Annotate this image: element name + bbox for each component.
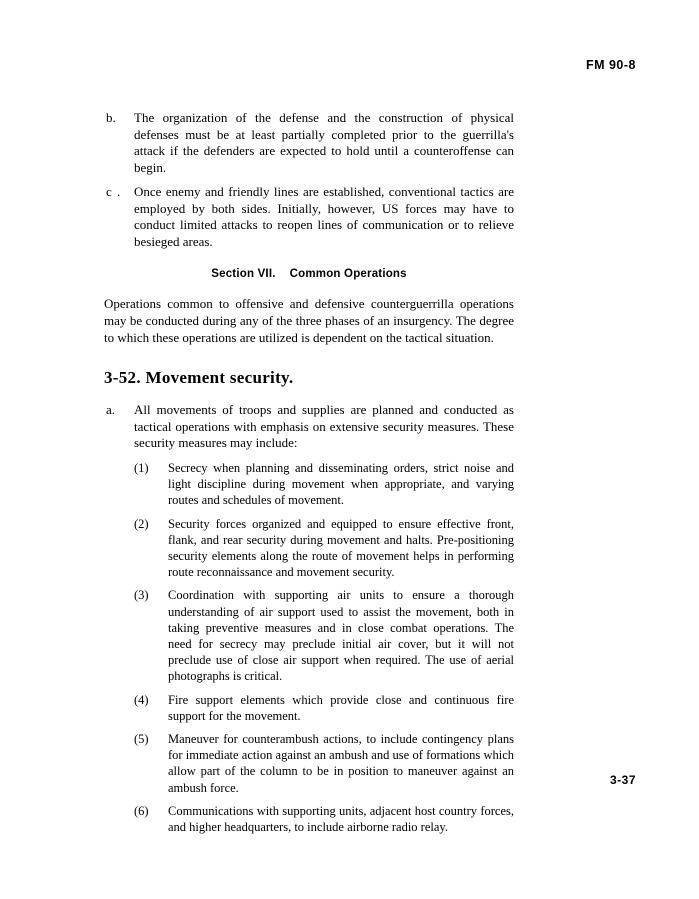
paragraph-b-text: The organization of the defense and the construction of physical defenses must be at least partially completed prior to the guerrilla's attack if the defenders are expected to hold until a counteroffense can begin. bbox=[134, 110, 514, 175]
list-item-text: Security forces organized and equipped to ensure effective front, flank, and rear security during movement and halts. Pre-positioning security elements along the route of movement helps in performing route reconnaissance and movement security. bbox=[168, 516, 514, 580]
list-item bbox=[134, 731, 514, 796]
heading-title: Movement security. bbox=[145, 368, 294, 388]
list-item-marker: (3) bbox=[134, 588, 149, 603]
list-item-text: Fire support elements which provide close and continuous fire support for the movement. bbox=[168, 692, 514, 723]
page-title bbox=[104, 368, 514, 388]
list-item bbox=[134, 587, 514, 684]
list-item-marker: (2) bbox=[134, 516, 149, 531]
paragraph-c-marker: c . bbox=[106, 184, 122, 199]
list-item bbox=[134, 516, 514, 581]
list-item bbox=[134, 460, 514, 509]
document-header-id: FM 90-8 bbox=[585, 58, 636, 72]
section-heading bbox=[104, 268, 514, 280]
paragraph-b-marker: b. bbox=[106, 110, 116, 125]
list-item-marker: (6) bbox=[134, 803, 149, 818]
section-title: Common Operations bbox=[289, 268, 407, 280]
section-intro-paragraph: Operations common to offensive and defensive counterguerrilla operations may be conducted during any of the three phases of an insurgency. The degree to which these operations are utilized is dependent on the tactical situation. bbox=[104, 296, 514, 345]
page-number: 3-37 bbox=[609, 773, 636, 787]
list-item-marker: (4) bbox=[134, 692, 149, 707]
section-label: Section VII. bbox=[211, 268, 276, 280]
list-item-marker: (1) bbox=[134, 460, 149, 475]
paragraph-b bbox=[104, 110, 514, 176]
paragraph-c bbox=[104, 184, 514, 250]
list-item-marker: (5) bbox=[134, 731, 149, 746]
list-item-text: Maneuver for counterambush actions, to include contingency plans for immediate action against an ambush and use of formations which allow part of the column to be in position to maneuver against an ambush force. bbox=[168, 731, 514, 795]
list-item-text: Secrecy when planning and disseminating orders, strict noise and light discipline during movement when appropriate, and varying routes and schedules of movement. bbox=[168, 460, 514, 508]
paragraph-a-text: All movements of troops and supplies are planned and conducted as tactical operations with emphasis on extensive security measures. These security measures may include: bbox=[134, 402, 514, 451]
list-item bbox=[134, 803, 514, 835]
list-item-text: Communications with supporting units, adjacent host country forces, and higher headquarters, to include airborne radio relay. bbox=[168, 803, 514, 834]
heading-number: 3-52. bbox=[104, 368, 141, 388]
paragraph-c-text: Once enemy and friendly lines are established, conventional tactics are employed by both sides. Initially, however, US forces may have to conduct limited attacks to reopen lines of communication or to relieve besieged areas. bbox=[134, 184, 514, 249]
paragraph-a bbox=[104, 402, 514, 452]
list-item bbox=[134, 692, 514, 724]
paragraph-a-marker: a. bbox=[106, 402, 116, 418]
document-body bbox=[104, 110, 514, 842]
list-item-text: Coordination with supporting air units to ensure a thorough understanding of air support used to assist the movement, both in taking preventive measures and in close combat operations. The need for secrecy may preclude initial air cover, but it will not preclude use of close air support when required. The use of aerial photographs is critical. bbox=[168, 588, 514, 684]
